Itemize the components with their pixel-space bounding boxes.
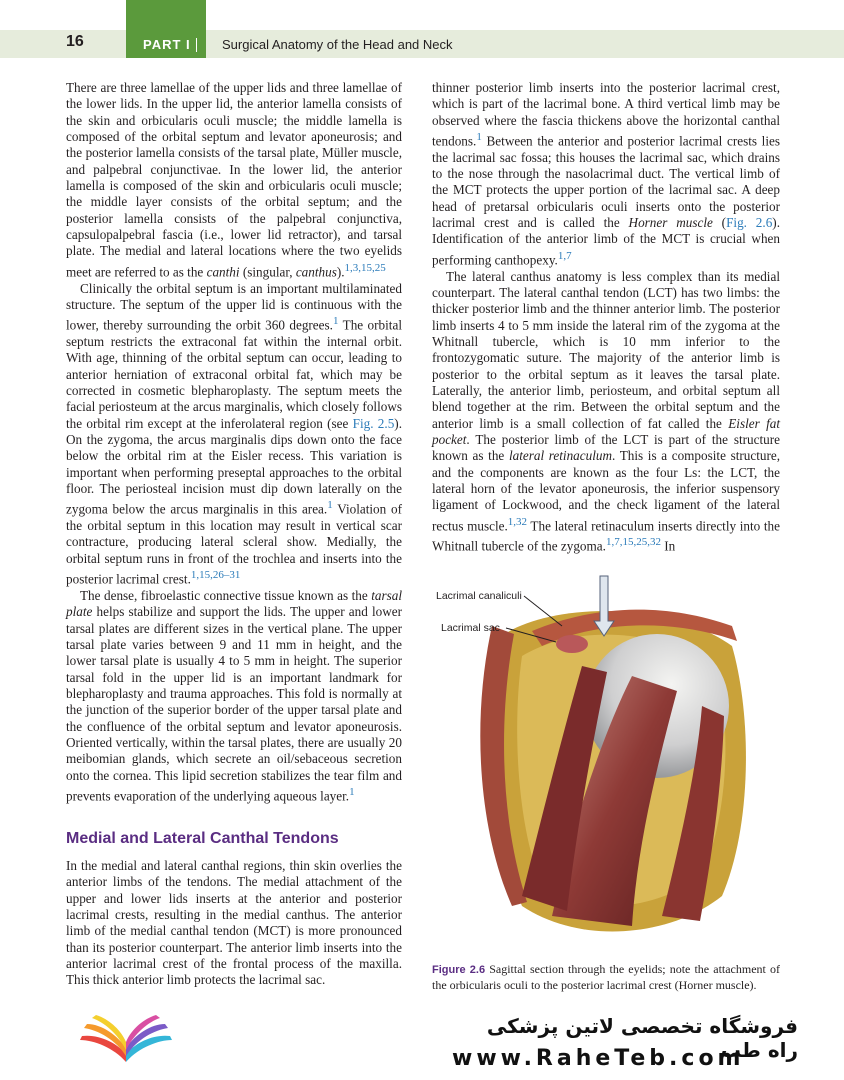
reference-superscript[interactable]: 1,3,15,25 — [344, 261, 386, 274]
label-lacrimal-canaliculi: Lacrimal canaliculi — [436, 590, 522, 602]
paragraph-lamellae: There are three lamellae of the upper lids and three lamellae of the lower lids. In the upper lid, the anterior lamella consists of the skin and orbicularis oculi muscle; the middle lamella is composed of the orbital septum and levator aponeurosis; and the posterior lamella consists of the tarsal plate, Müller muscle, and palpebral conjunctivae. In the lower lid, the anterior lamella is composed of the skin and orbicularis oculi muscle; the middle layer consists of the orbital septum; and the posterior lamella consists of the palpebral conjunctiva, capsulopalpebral fascia (i.e., lower lid retractor), and tarsal plate. The medial and lateral locations where the two eyelids meet are referred to as the canthi (singular, canthus).$^{1,3,15,25}$ — [66, 80, 402, 280]
reference-superscript[interactable]: 1,15,26–31 — [190, 569, 241, 582]
label-lacrimal-sac: Lacrimal sac — [441, 622, 500, 634]
right-column — [432, 80, 780, 555]
paragraph-canthal-tendons: In the medial and lateral canthal regions, thin skin overlies the anterior limbs of the tendons. The medial attachment of the upper and lower lids inserts at the anterior and posterior lacrimal crests, resulting in the medial canthus. The anterior limb of the medial canthal tendon (MCT) is more pronounced than its posterior counterpart. The anterior limb inserts into the anterior lacrimal crest of the frontal process of the maxilla. This thick anterior limb protects the lacrimal sac. — [66, 858, 402, 988]
reference-superscript[interactable]: 1 — [327, 499, 333, 512]
footer-watermark — [0, 996, 844, 1080]
part-separator — [196, 38, 197, 52]
reference-superscript[interactable]: 1 — [349, 786, 355, 798]
running-title: Surgical Anatomy of the Head and Neck — [222, 37, 453, 52]
reference-superscript[interactable]: 1,7,15,25,32 — [605, 536, 661, 549]
paragraph-lateral-canthus: The lateral canthus anatomy is less complex than its medial counterpart. The lateral canthal tendon (LCT) has two limbs: the thicker posterior limb and the thinner anterior limb. The posterior limb inserts 4 to 5 mm inside the lateral rim of the zygoma at the Whitnall tubercle, which is 10 mm inferior to the frontozygomatic suture. The majority of the anterior limb is posterior to the orbital septum as it leaves the tarsal plate. Laterally, the anterior limb, periosteum, and orbital septum all blend together at the rim. Between the orbital septum and the anterior limb is a small collection of fat called the Eisler fat pocket. The posterior limb of the LCT is part of the structure known as the lateral retinaculum. This is a composite structure, and the components are known as the four Ls: the LCT, the lateral horn of the levator aponeurosis, the inferior suspensory ligament of Lockwood, and the check ligament of the lateral rectus muscle.$^{1,32}$ The lateral retinaculum inserts directly into the Whitnall tubercle of the zygoma.$^{1,7,15,25,32}$ In — [432, 268, 781, 554]
paragraph-orbital-septum: Clinically the orbital septum is an important multilaminated structure. The septum of the upper lid is continuous with the lower, thereby surrounding the orbit 360 degrees.$^1$ The orbital septum restricts the extraconal fat within the internal orbit. With age, thinning of the orbital septum can occur, leading to anterior herniation of extraconal orbital fat, which may be corrected in cosmetic blepharoplasty. The septum meets the facial periosteum at the arcus marginalis, which closely follows the orbital rim except at the inferolateral region (see Fig. 2.5). On the zygoma, the arcus marginalis dips down onto the face below the orbital rim at the Eisler recess. This variation is important when performing preseptal approaches to the orbital floor. The periosteal incision must dip down laterally on the zygoma below the arcus marginalis in this area.$^1$ Violation of the orbital septum in this location may result in vertical scar contracture, producing lateral scleral show. Medially, the orbital septum runs in front of the trochlea and inserts into the posterior lacrimal crest.$^{1,15,26-31}$ — [66, 280, 402, 587]
part-label: PART I — [143, 37, 191, 52]
paragraph-tarsal-plate: The dense, fibroelastic connective tissue known as the tarsal plate helps stabilize and support the lids. The upper and lower tarsal plates are different sizes in the vertical plane. The upper tarsal plate varies between 9 and 11 mm in height, and the lower tarsal plate is usually 4 to 5 mm in height. The superior tarsal fold in the upper lid is an important landmark for blepharoplasty and trauma approaches. This fold is normally at the junction of the superior border of the upper tarsal plate and the confluence of the orbital septum and levator aponeurosis. Oriented vertically, within the tarsal plates, there are usually 20 meibomian glands, which secrete an oil/sebaceous secretion onto the cornea. This lipid secretion stabilizes the tear film and prevents evaporation of the underlying aqueous layer.$^1$ — [66, 587, 402, 804]
figure-caption: Figure 2.6 Sagittal section through the eyelids; note the attachment of the orbicularis oculi to the posterior lacrimal crest (Horner muscle). — [432, 962, 780, 992]
lacrimal-sac — [556, 635, 588, 653]
figure-link[interactable]: Fig. 2.6 — [726, 215, 773, 231]
reference-superscript[interactable]: 1 — [332, 315, 339, 328]
store-name: فروشگاه تخصصی لاتین پزشکی راه طب — [486, 1014, 798, 1062]
store-url[interactable]: www.RaheTeb.com — [452, 1046, 745, 1071]
section-heading: Medial and Lateral Canthal Tendons — [66, 830, 339, 847]
reference-superscript[interactable]: 1 — [476, 131, 482, 144]
page-number: 16 — [66, 33, 84, 50]
paragraph-medial-canthal-tendon: thinner posterior limb inserts into the posterior lacrimal crest, which is part of the lacrimal bone. A third vertical limb may be observed where the fascia thickens above the horizontal canthal tendons.$^1$ Between the anterior and posterior lacrimal crests lies the lacrimal sac fossa; this houses the lacrimal sac, which drains to the nose through the nasolacrimal duct. The vertical limb of the MCT protects the upper portion of the lacrimal sac. A deep head of pretarsal orbicularis oculi inserts onto the posterior lacrimal crest and is called the Horner muscle (Fig. 2.6). Identification of the anterior limb of the MCT is crucial when performing canthopexy.$^{1,7}$ — [432, 80, 780, 268]
figure-link[interactable]: Fig. 2.5 — [352, 415, 395, 431]
caption-label: Figure 2.6 — [432, 964, 486, 976]
left-column-continued — [66, 858, 402, 994]
reference-superscript[interactable]: 1,32 — [507, 515, 528, 528]
open-book-logo-icon — [76, 1010, 176, 1068]
reference-superscript[interactable]: 1,7 — [557, 249, 572, 262]
left-column — [66, 80, 402, 805]
